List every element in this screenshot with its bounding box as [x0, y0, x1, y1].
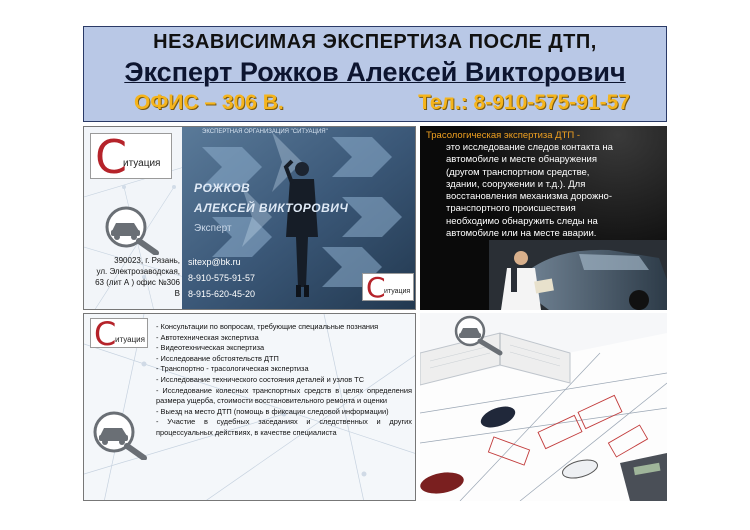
car-magnifier-icon [102, 205, 162, 255]
header-phone[interactable]: Тел.: 8-910-575-91-57 [418, 91, 630, 114]
trasology-line: автомобиле или на месте аварии. [446, 228, 597, 240]
logo-letter-services: С [94, 315, 117, 353]
list-item: - Исследование обстоятельств ДТП [156, 353, 279, 363]
services-list [156, 322, 412, 439]
trasology-line: необходимо обнаружить следы на [446, 215, 598, 227]
list-item: - Участие в судебных заседаниях и следственных и других процессуальных действиях, в качестве специалиста [156, 417, 412, 437]
car-magnifier-icon [90, 410, 150, 460]
accident-diagram-panel [420, 313, 667, 501]
accident-car-photo-icon [489, 240, 667, 310]
card-surname: РОЖКОВ [194, 181, 251, 195]
header-expert-name: Эксперт Рожков Алексей Викторович [124, 57, 626, 87]
business-card-panel [83, 126, 416, 310]
card-job-title: Эксперт [194, 223, 232, 234]
header-contact-row [84, 91, 666, 117]
header-banner [83, 26, 667, 122]
trasology-line: восстановления механизма дорожно- [446, 191, 613, 203]
list-item: - Исследование технического состояния деталей и узлов ТС [156, 374, 365, 384]
card-phone-2[interactable]: 8-915-620-45-20 [188, 289, 256, 299]
trasology-line: это исследование следов контакта на [446, 142, 613, 153]
list-item: - Автотехническая экспертиза [156, 332, 259, 342]
trasology-panel [420, 126, 667, 310]
header-line1: НЕЗАВИСИМАЯ ЭКСПЕРТИЗА ПОСЛЕ ДТП, [153, 31, 597, 53]
logo-letter: С [95, 130, 128, 184]
list-item: - Консультации по вопросам, требующие специальные познания [156, 322, 379, 331]
card-address [88, 255, 180, 299]
services-panel [83, 313, 416, 501]
logo-word-services: итуация [115, 335, 145, 344]
logo-situation [90, 130, 172, 184]
list-item: - Видеотехническая экспертиза [156, 343, 265, 353]
logo-situation-services [90, 315, 148, 353]
trasology-line: автомобиле и месте обнаружения [446, 154, 597, 166]
trasology-title: Трасологическая экспертиза ДТП - [426, 130, 581, 141]
list-item: - Исследование колесных транспортных средств в целях определения размера ущерба, стоимости восстановительного ремонта и оценки [156, 385, 412, 406]
card-given-names: АЛЕКСЕЙ ВИКТОРОВИЧ [194, 201, 349, 215]
logo-word-small: итуация [384, 288, 411, 295]
trasology-description [446, 142, 662, 240]
logo-situation-small [362, 271, 414, 304]
diagram-illustration [420, 313, 667, 501]
address-line-2: ул. Электрозаводская, [96, 267, 180, 276]
card-phone-1[interactable]: 8-910-575-91-57 [188, 273, 256, 283]
header-office: ОФИС – 306 В. [134, 91, 284, 114]
trasology-line: транспортного происшествия [446, 203, 576, 215]
list-item: - Выезд на место ДТП (помощь в фиксации следовой информации) [156, 406, 389, 416]
trasology-line: здании, сооружении и т.д.). Для [446, 178, 586, 190]
card-organization: ЭКСПЕРТНАЯ ОРГАНИЗАЦИЯ "СИТУАЦИЯ" [202, 129, 328, 135]
trasology-line: (другом транспортном средстве, [446, 166, 590, 178]
logo-word: итуация [123, 158, 161, 169]
logo-letter-small: С [366, 271, 386, 304]
card-email[interactable]: sitexp@bk.ru [188, 257, 241, 267]
list-item: - Транспортно - трасологическая экспертиза [156, 364, 309, 374]
card-left-strip [84, 127, 184, 309]
address-line-3: 63 (лит А ) офис №306 В [95, 278, 180, 298]
address-line-1: 390023, г. Рязань, [114, 256, 180, 265]
